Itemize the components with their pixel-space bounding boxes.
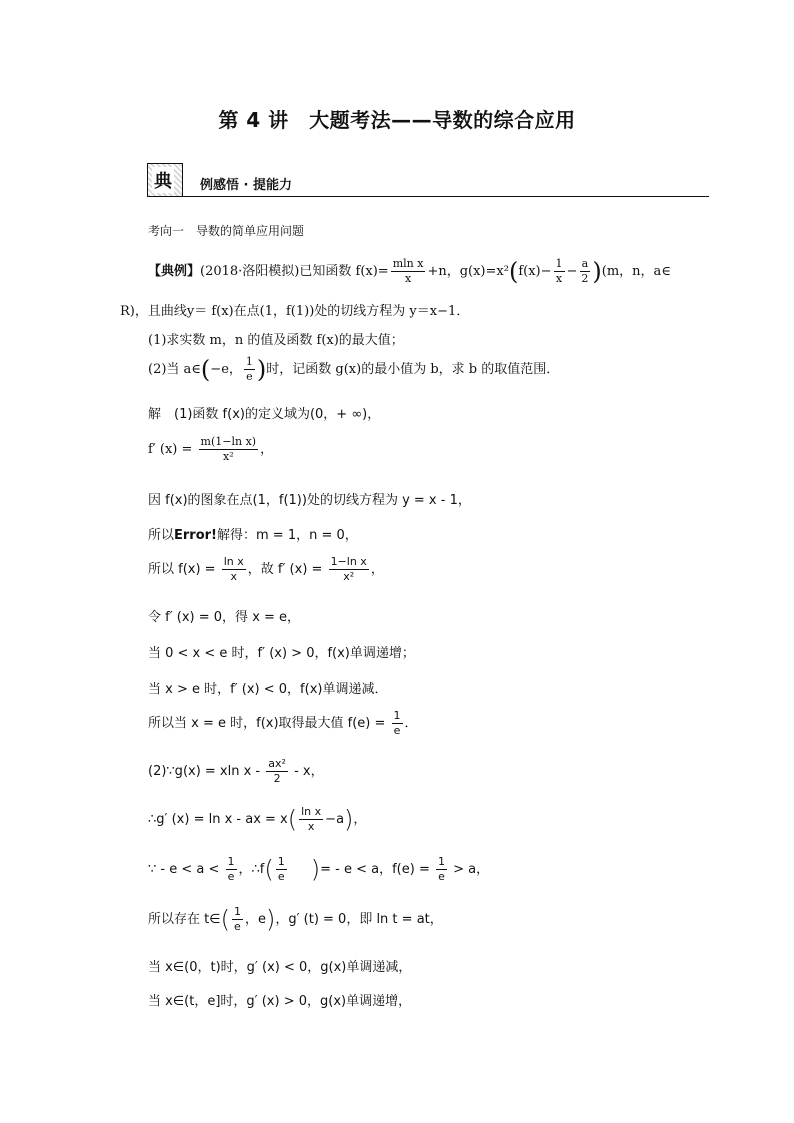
solution-line-7: 当 0 < x < e 时，f′ (x) > 0，f(x)单调递增； [148, 646, 415, 661]
solution-line-2 [148, 436, 273, 463]
s12-a: ∵ - e < a < [148, 862, 224, 877]
gx-frac2 [579, 258, 590, 285]
example-tag: 【典例】 [148, 264, 201, 279]
solution-line-6: 令 f′ (x) = 0，得 x = e， [148, 610, 301, 625]
paren-close: ) [592, 257, 602, 286]
s11-c: ， [353, 812, 367, 827]
q2-paren-close: ) [256, 355, 267, 384]
vars-tail: (m，n，a∈ [601, 264, 671, 279]
solution-line-4 [148, 524, 358, 543]
solution-line-1: 解 (1)函数 f(x)的定义域为(0，+ ∞)， [148, 407, 381, 422]
s12-b: ，∴f [238, 862, 265, 877]
s13-c: ，g′ (t) = 0，即 ln t = at， [275, 912, 443, 927]
fx-den: x [404, 272, 412, 285]
s5-c: ， [370, 562, 384, 577]
gx-frac1 [554, 258, 565, 285]
s5-frac2 [329, 556, 369, 583]
fx-tail: +n，g(x)=x² [427, 264, 509, 279]
gx-inner-a: f(x)− [518, 264, 552, 279]
solution-line-13 [148, 906, 443, 933]
s12-num3: 1 [437, 855, 445, 868]
fx-num: mln x [392, 257, 424, 270]
example-line-1 [148, 258, 671, 285]
s12-den2: e [277, 870, 285, 883]
q2-frac-num: 1 [245, 355, 253, 368]
error-text: Error! [174, 528, 217, 543]
s11-a: ∴g′ (x) = ln x - ax = x [148, 812, 288, 827]
page-title: 第 4 讲 大题考法——导数的综合应用 [218, 108, 576, 132]
q2-paren-open: ( [200, 355, 211, 384]
solution-line-3: 因 f(x)的图象在点(1，f(1))处的切线方程为 y = x - 1， [148, 493, 471, 508]
q2-interval-a: −e， [210, 362, 242, 377]
s12-paren-open: ( [264, 855, 274, 884]
fx-fraction [391, 258, 426, 285]
s12-frac2 [276, 856, 287, 883]
s12-d: > a， [448, 862, 490, 877]
solution-line-14: 当 x∈(0，t)时，g′ (x) < 0，g(x)单调递减， [148, 960, 412, 975]
s2-num: m(1−ln x) [200, 435, 257, 448]
s5-a: 所以 f(x) = [148, 562, 220, 577]
s11-paren-close: ) [344, 805, 354, 834]
gx-frac1-den: x [555, 272, 563, 285]
gx-minus: − [566, 264, 578, 279]
solution-line-9 [148, 710, 418, 737]
s5-frac [222, 556, 246, 583]
gx-frac2-num: a [581, 257, 589, 270]
s13-paren-close: ) [265, 905, 276, 934]
s12-den3: e [438, 870, 445, 883]
s10-den: 2 [273, 772, 281, 785]
s5-den: x [230, 570, 237, 583]
s9-b: ． [404, 716, 418, 731]
solution-line-8: 当 x > e 时，f′ (x) < 0，f(x)单调递减． [148, 682, 388, 697]
s12-frac3 [436, 856, 447, 883]
s10-frac [266, 758, 288, 785]
q2-frac [244, 356, 255, 383]
s2-lead: f′ (x) = [148, 442, 197, 457]
s5-num2: 1−ln x [330, 555, 367, 568]
question-2 [148, 356, 559, 383]
solution-line-10 [148, 758, 324, 785]
s13-den: e [234, 920, 241, 933]
s5-den2: x² [343, 570, 355, 583]
s11-paren-open: ( [287, 805, 298, 834]
s9-num: 1 [393, 709, 401, 722]
s9-a: 所以当 x = e 时，f(x)取得最大值 f(e) = [148, 716, 390, 731]
section-heading: 考向一 导数的简单应用问题 [148, 224, 305, 238]
banner-divider [183, 196, 709, 197]
gx-frac2-den: 2 [581, 272, 589, 285]
s13-num: 1 [233, 905, 241, 918]
s12-num2: 1 [277, 855, 285, 868]
s11-den: x [307, 820, 315, 833]
s10-a: (2)∵g(x) = xln x - [148, 764, 265, 779]
example-source: (2018·洛阳模拟)已知函数 [200, 264, 356, 279]
s9-frac [392, 710, 403, 737]
s13-frac [232, 906, 243, 933]
s13-paren-open: ( [220, 905, 230, 934]
gx-frac1-num: 1 [555, 257, 563, 270]
s12-den: e [227, 870, 235, 883]
s11-b: −a [325, 812, 345, 827]
s13-a: 所以存在 t∈ [148, 912, 221, 927]
question-1: (1)求实数 m，n 的值及函数 f(x)的最大值； [148, 333, 404, 348]
s2-den: x² [222, 450, 234, 463]
q2-frac-den: e [246, 370, 253, 383]
s10-num: ax² [268, 757, 286, 770]
example-line-2: R)，且曲线y＝ f(x)在点(1，f(1))处的切线方程为 y＝x−1． [120, 304, 470, 319]
s2-frac [199, 436, 259, 463]
s11-frac [299, 806, 323, 833]
s2-tail: ， [260, 442, 274, 457]
solution-line-11 [148, 806, 366, 833]
solution-line-5 [148, 556, 384, 583]
s13-b: ，e [244, 912, 266, 927]
s11-num: ln x [301, 805, 322, 818]
s12-c: = - e < a，f(e) = [320, 862, 434, 877]
paren-open: ( [508, 257, 519, 286]
fx-lead: f(x)= [355, 264, 389, 279]
s12-frac [226, 856, 237, 883]
s4-a: 所以 [148, 528, 175, 543]
banner-text: 例感悟 · 提能力 [200, 178, 292, 193]
s12-num: 1 [227, 855, 235, 868]
s4-b: 解得：m = 1，n = 0， [217, 528, 358, 543]
q2-b: 时，记函数 g(x)的最小值为 b，求 b 的取值范围． [266, 362, 560, 377]
solution-line-12 [148, 856, 489, 883]
s5-b: ，故 f′ (x) = [247, 562, 327, 577]
s12-paren-close: ) [310, 855, 321, 884]
solution-line-15: 当 x∈(t，e]时，g′ (x) > 0，g(x)单调递增， [148, 994, 412, 1009]
s10-b: - x， [289, 764, 324, 779]
s5-num: ln x [223, 555, 244, 568]
s9-den: e [393, 724, 401, 737]
banner-char: 典 [152, 167, 174, 193]
q2-a: (2)当 a∈ [148, 362, 201, 377]
